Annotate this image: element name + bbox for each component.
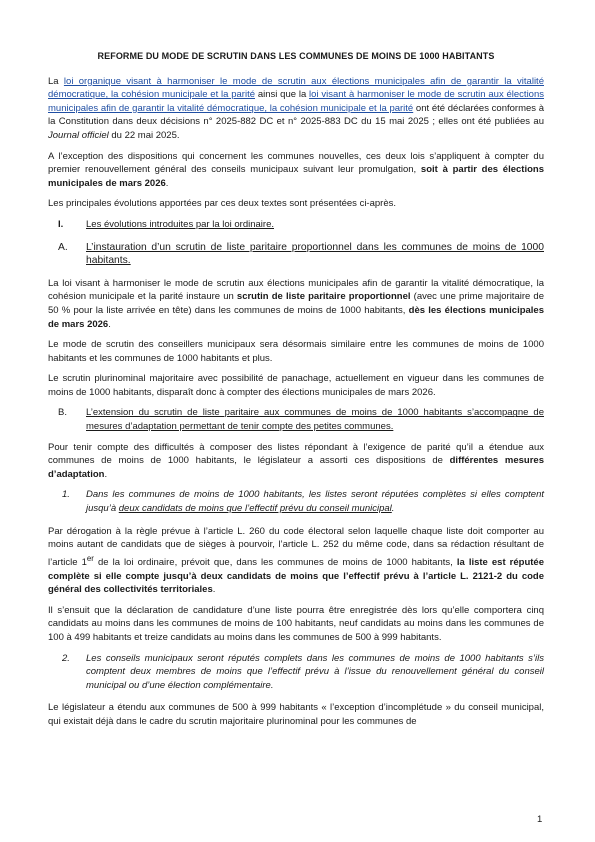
item-text: Les conseils municipaux seront réputés complets dans les communes de moins de 1000 habitants s’ils comptent deux membres de moins que l’effectif prévu à l’issue du renouvellement général du conseil municipal ou d’une élection complémentaire.	[86, 652, 544, 691]
text: A l’exception des dispositions qui concernent les communes nouvelles, ces deux lois s’appliquent à compter du premier renouvellement général des conseils municipaux suivant leur promulgation,	[48, 150, 544, 176]
subsection-heading-a	[58, 241, 544, 268]
text: .	[212, 584, 216, 596]
text: Pour tenir compte des difficultés à composer des listes répondant à l’exigence de parité qu’il a étendue aux communes de moins de 1000 habitants, le législateur a assorti ces dispositions de	[48, 441, 544, 467]
text: Par dérogation à la règle prévue à l’article L. 260 du code électoral selon laquelle chaque liste doit comporter au moins autant de candidats que de sièges à pourvoir, l’article L. 252 du même code, dans sa rédaction résultant de l’article 1	[48, 525, 544, 568]
text: Dans les communes de moins de 1000 habitants, les listes seront réputées complètes si elles comptent jusqu’à	[86, 489, 544, 515]
underlined-text: deux candidats de moins que l’effectif prévu du conseil municipal	[118, 503, 392, 515]
section-heading-1	[58, 218, 544, 232]
document-page	[48, 50, 544, 736]
subsection-number: A.	[58, 241, 68, 253]
subsection-label: L’instauration d’un scrutin de liste paritaire proportionnel dans les communes de moins de 1000 habitants.	[86, 241, 544, 267]
bold-text: différentes mesures d’adaptation	[48, 455, 544, 480]
paragraph: Le mode de scrutin des conseillers municipaux sera désormais similaire entre les communes de moins de 1000 habitants et les communes de 1000 habitants et plus.	[48, 339, 544, 364]
text: La	[48, 75, 64, 87]
paragraph: Le législateur a étendu aux communes de 500 à 999 habitants « l’exception d’incomplétude » du conseil municipal, qui existait déjà dans le cadre du scrutin majoritaire plurinominal pour les communes de	[48, 702, 544, 727]
text: .	[165, 177, 169, 189]
item-number: 1.	[62, 489, 70, 501]
bold-text: scrutin de liste paritaire proportionnel	[236, 291, 411, 303]
ordinary-law-link[interactable]: loi visant à harmoniser le mode de scrutin aux élections municipales afin de garantir la vitalité démocratique, la cohésion municipale et la parité	[48, 89, 545, 114]
text: du 22 mai 2025.	[108, 129, 180, 141]
text: de la loi ordinaire, prévoit que, dans les communes de moins de 1000 habitants,	[93, 556, 457, 568]
numbered-item-2	[62, 652, 544, 693]
superscript: er	[86, 553, 94, 563]
item-number: 2.	[62, 652, 70, 664]
text: .	[108, 318, 111, 330]
bold-text: dès les élections municipales de mars 2026	[48, 304, 544, 330]
paragraph: Il s’ensuit que la déclaration de candidature d’une liste pourra être enregistrée dès lors qu’elle comportera cinq candidats au moins dans les communes de moins de 100 habitants, neuf candidats au moins dans les communes de 100 à 499 habitants et treize candidats au moins dans les communes de 500 à 999 habitants.	[48, 604, 544, 643]
subsection-heading-b	[58, 406, 544, 433]
paragraph	[48, 277, 544, 331]
section-number: I.	[58, 218, 64, 230]
document-title: REFORME DU MODE DE SCRUTIN DANS LES COMMUNES DE MOINS DE 1000 HABITANTS	[97, 51, 495, 61]
journal-officiel-text: Journal officiel	[48, 129, 109, 141]
paragraph	[48, 525, 544, 597]
organic-law-link[interactable]: loi organique visant à harmoniser le mode de scrutin aux élections municipales afin de garantir la vitalité démocratique, la cohésion municipale et la parité	[48, 75, 544, 101]
paragraph: Le scrutin plurinominal majoritaire avec possibilité de panachage, actuellement en vigueur dans les communes de moins de 1000 habitants, disparaît donc à compter des élections municipales de mars 2026.	[48, 373, 544, 398]
page-number: 1	[537, 814, 543, 825]
text: La loi visant à harmoniser le mode de scrutin aux élections municipales afin de garantir la vitalité démocratique, la cohésion municipale et la parité instaure un	[48, 277, 544, 303]
application-paragraph	[48, 150, 544, 191]
text: .	[391, 503, 395, 515]
bold-text: soit à partir des élections municipales de mars 2026	[48, 164, 544, 189]
text: (avec une prime majoritaire de 50 % pour la liste arrivée en tête) dans les communes de moins de 1000 habitants,	[48, 291, 544, 316]
item-text	[86, 488, 544, 515]
text: .	[104, 468, 108, 480]
overview-paragraph: Les principales évolutions apportées par ces deux textes sont présentées ci-après.	[48, 198, 397, 210]
paragraph	[48, 441, 544, 482]
subsection-number: B.	[58, 407, 67, 419]
section-label: Les évolutions introduites par la loi ordinaire.	[86, 218, 274, 230]
bold-text: la liste est réputée complète si elle compte jusqu’à deux candidats de moins que l’effectif prévu à l’article L. 2121-2 du code général des collectivités territoriales	[48, 556, 544, 596]
numbered-item-1	[62, 488, 544, 515]
text: ainsi que la	[255, 89, 310, 101]
subsection-label: L’extension du scrutin de liste paritaire aux communes de moins de 1000 habitants s’accompagne de mesures d’adaptation permettant de tenir compte des petites communes.	[86, 407, 544, 433]
text: ont été déclarées conformes à la Constitution dans deux décisions n° 2025-882 DC et n° 2025-883 DC du 15 mai 2025 ; elles ont été publiées au	[48, 102, 545, 128]
intro-paragraph	[48, 75, 544, 143]
